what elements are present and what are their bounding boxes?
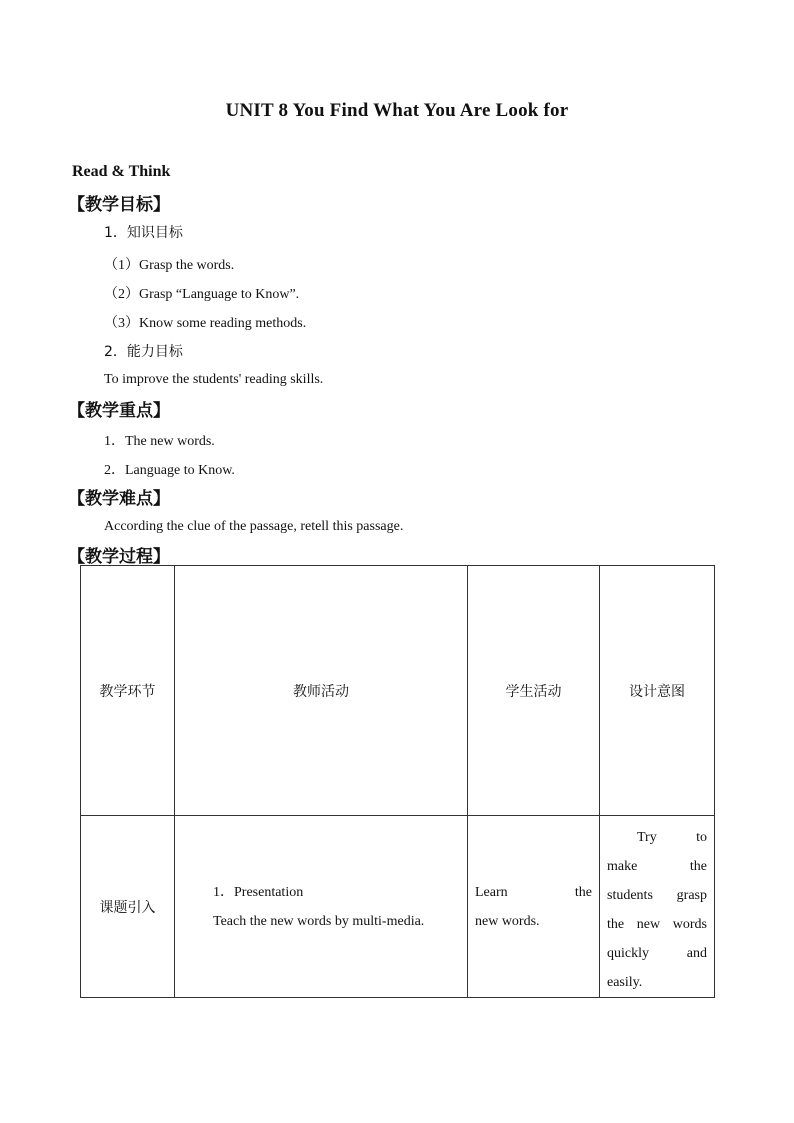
student-line-1: Learn the <box>475 884 592 900</box>
cell-intent <box>600 816 715 998</box>
process-heading: 【教学过程】 <box>68 547 170 567</box>
objective-ability: 2．能力目标 <box>104 344 183 360</box>
intent-line-2: make the <box>607 859 707 874</box>
objective-sub-1: （1）Grasp the words. <box>104 258 235 273</box>
cell-teacher <box>175 816 468 998</box>
intent-line-3: students grasp <box>607 888 707 903</box>
document-title: UNIT 8 You Find What You Are Look for <box>225 100 569 121</box>
document-subtitle: Read & Think <box>72 163 171 180</box>
column-header-teacher: 教师活动 <box>175 566 468 816</box>
student-line-2: new words. <box>475 913 540 929</box>
intent-line-1: Try to <box>637 830 707 845</box>
table-header-row <box>81 566 715 816</box>
objective-knowledge: 1．知识目标 <box>104 225 183 241</box>
cell-student <box>468 816 600 998</box>
difficulties-heading: 【教学难点】 <box>68 489 170 509</box>
intent-line-5: quickly and <box>607 946 707 961</box>
intent-line-6: easily. <box>607 975 643 990</box>
objectives-heading: 【教学目标】 <box>68 195 170 215</box>
teacher-line-2: Teach the new words by multi-media. <box>213 913 425 929</box>
objective-sub-2: （2）Grasp “Language to Know”. <box>104 287 300 302</box>
objective-sub-3: （3）Know some reading methods. <box>104 316 307 331</box>
teacher-line-1: 1．Presentation <box>213 884 304 900</box>
column-header-intent: 设计意图 <box>600 566 715 816</box>
cell-stage: 课题引入 <box>81 816 175 998</box>
column-header-stage: 教学环节 <box>81 566 175 816</box>
table-row <box>81 816 715 998</box>
key-point-2: 2．Language to Know. <box>104 463 235 478</box>
key-points-heading: 【教学重点】 <box>68 401 170 421</box>
column-header-student: 学生活动 <box>468 566 600 816</box>
intent-line-4: the new words <box>607 917 707 932</box>
difficulties-text: According the clue of the passage, retell this passage. <box>104 519 404 534</box>
process-table <box>80 565 715 998</box>
objective-ability-text: To improve the students' reading skills. <box>104 372 324 387</box>
key-point-1: 1．The new words. <box>104 434 215 449</box>
